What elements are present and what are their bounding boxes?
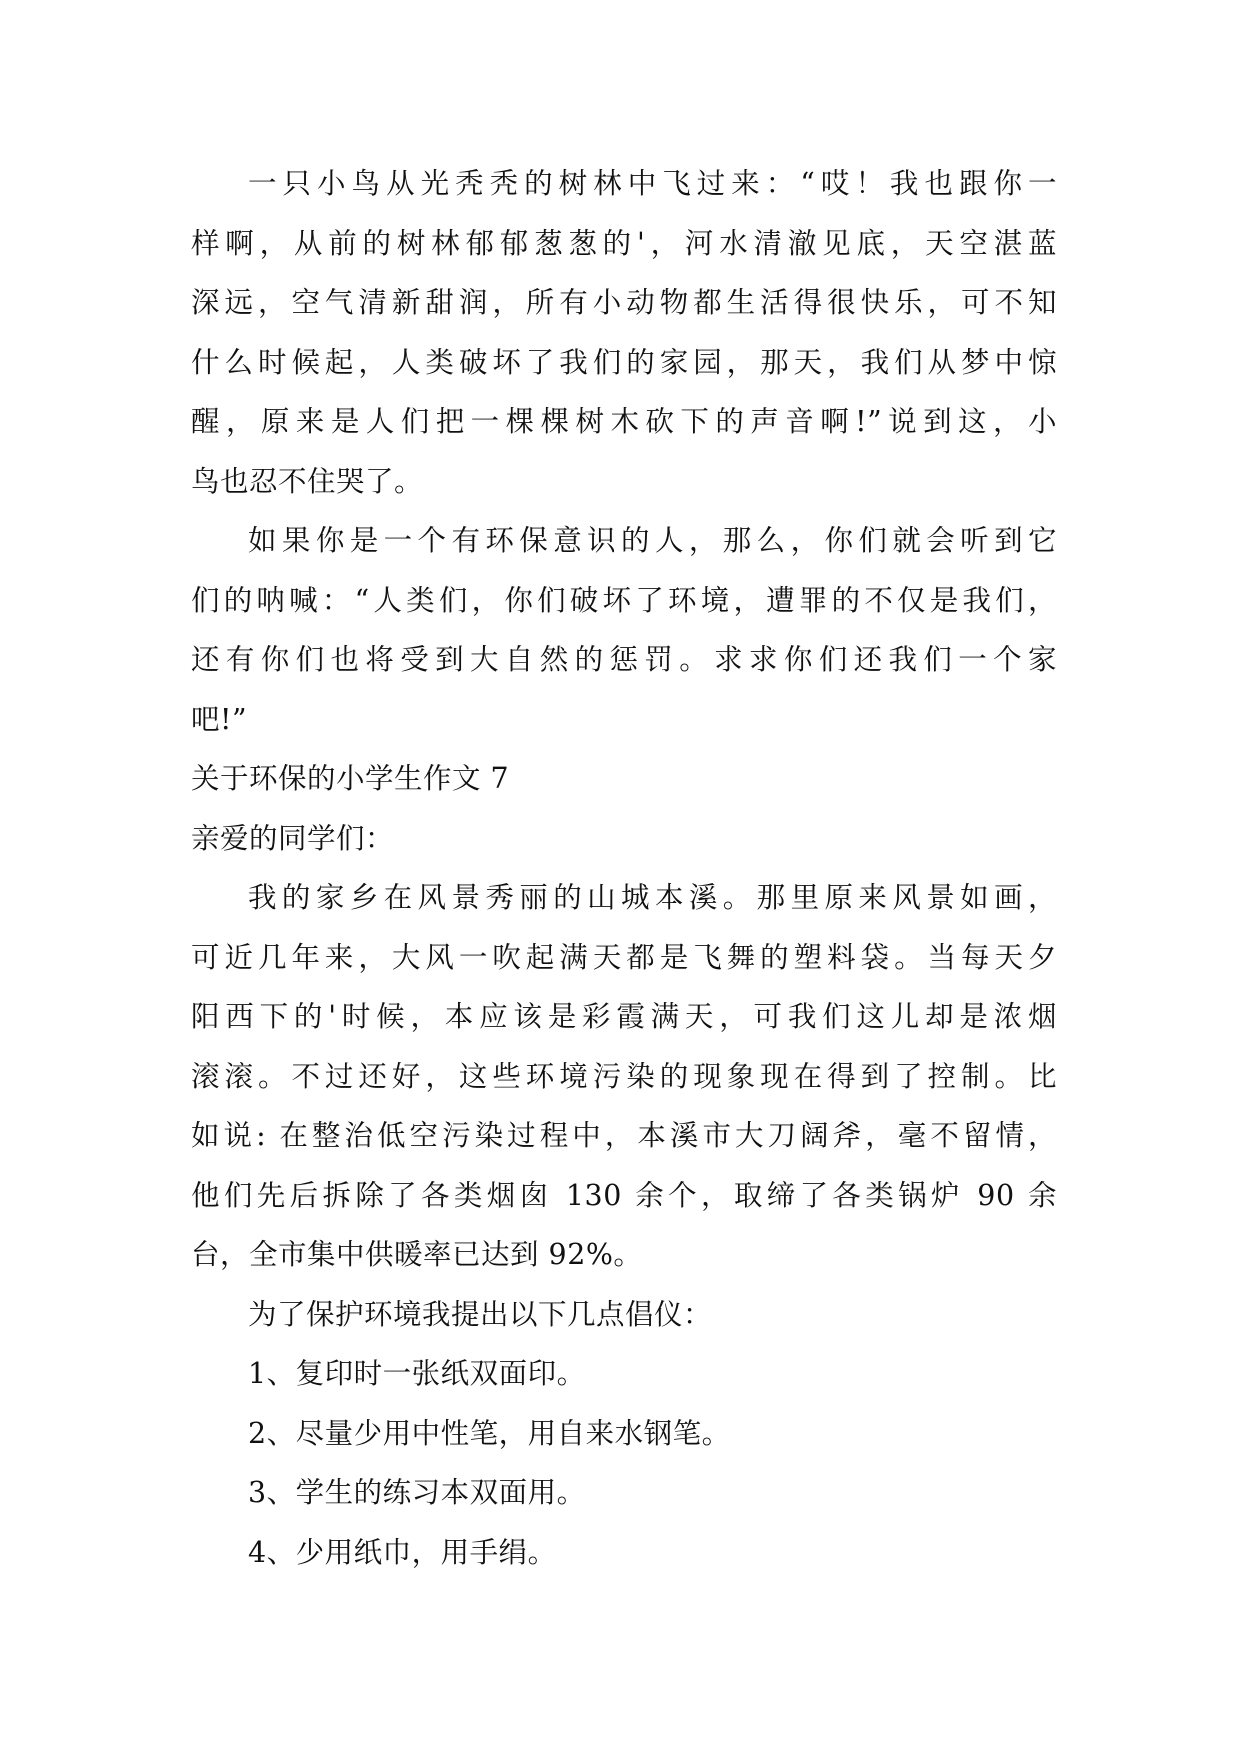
paragraph-awareness	[191, 511, 1057, 749]
proposal-list	[191, 1344, 1057, 1582]
paragraph-bird-speech	[191, 154, 1057, 511]
text-line: 还有你们也将受到大自然的惩罚。求求你们还我们一个家	[191, 643, 1057, 676]
text-line: 醒，原来是人们把一棵棵树木砍下的声音啊!”说到这，小	[191, 405, 1057, 438]
document-body	[191, 154, 1057, 1582]
proposal-intro: 为了保护环境我提出以下几点倡仪：	[248, 1297, 713, 1331]
text-line: 如说: 在整治低空污染过程中，本溪市大刀阔斧，毫不留情，	[191, 1119, 1057, 1152]
text-line: 可近几年来，大风一吹起满天都是飞舞的塑料袋。当每天夕	[191, 940, 1057, 974]
salutation: 亲爱的同学们：	[191, 821, 395, 855]
proposal-item: 1、复印时一张纸双面印。	[248, 1357, 586, 1390]
text-line: 他们先后拆除了各类烟囱 130 余个，取缔了各类锅炉 90 余	[191, 1178, 1057, 1212]
text-line: 我的家乡在风景秀丽的山城本溪。那里原来风景如画，	[248, 881, 1057, 914]
text-line: 如果你是一个有环保意识的人，那么，你们就会听到它	[248, 524, 1057, 557]
text-line: 阳西下的'时候，本应该是彩霞满天，可我们这儿却是浓烟	[191, 1000, 1057, 1033]
text-line: 台，全市集中供暖率已达到 92%。	[191, 1238, 643, 1271]
text-line: 样啊，从前的树林郁郁葱葱的'，河水清澈见底，天空湛蓝	[191, 226, 1057, 260]
text-line: 们的呐喊：“人类们，你们破坏了环境，遭罪的不仅是我们，	[191, 583, 1057, 617]
paragraph-hometown	[191, 868, 1057, 1285]
text-line: 吧!”	[191, 702, 248, 736]
text-line: 鸟也忍不住哭了。	[191, 464, 424, 498]
text-line: 滚滚。不过还好，这些环境污染的现象现在得到了控制。比	[191, 1059, 1057, 1093]
proposal-item: 3、学生的练习本双面用。	[248, 1476, 586, 1509]
text-line: 什么时候起，人类破坏了我们的家园，那天，我们从梦中惊	[191, 345, 1057, 379]
text-line: 一只小鸟从光秃秃的树林中飞过来：“哎！我也跟你一	[248, 167, 1057, 200]
proposal-item: 2、尽量少用中性笔，用自来水钢笔。	[248, 1416, 731, 1450]
essay-title: 关于环保的小学生作文 7	[191, 762, 510, 795]
proposal-item: 4、少用纸巾，用手绢。	[248, 1535, 557, 1569]
text-line: 深远，空气清新甜润，所有小动物都生活得很快乐，可不知	[191, 286, 1057, 319]
